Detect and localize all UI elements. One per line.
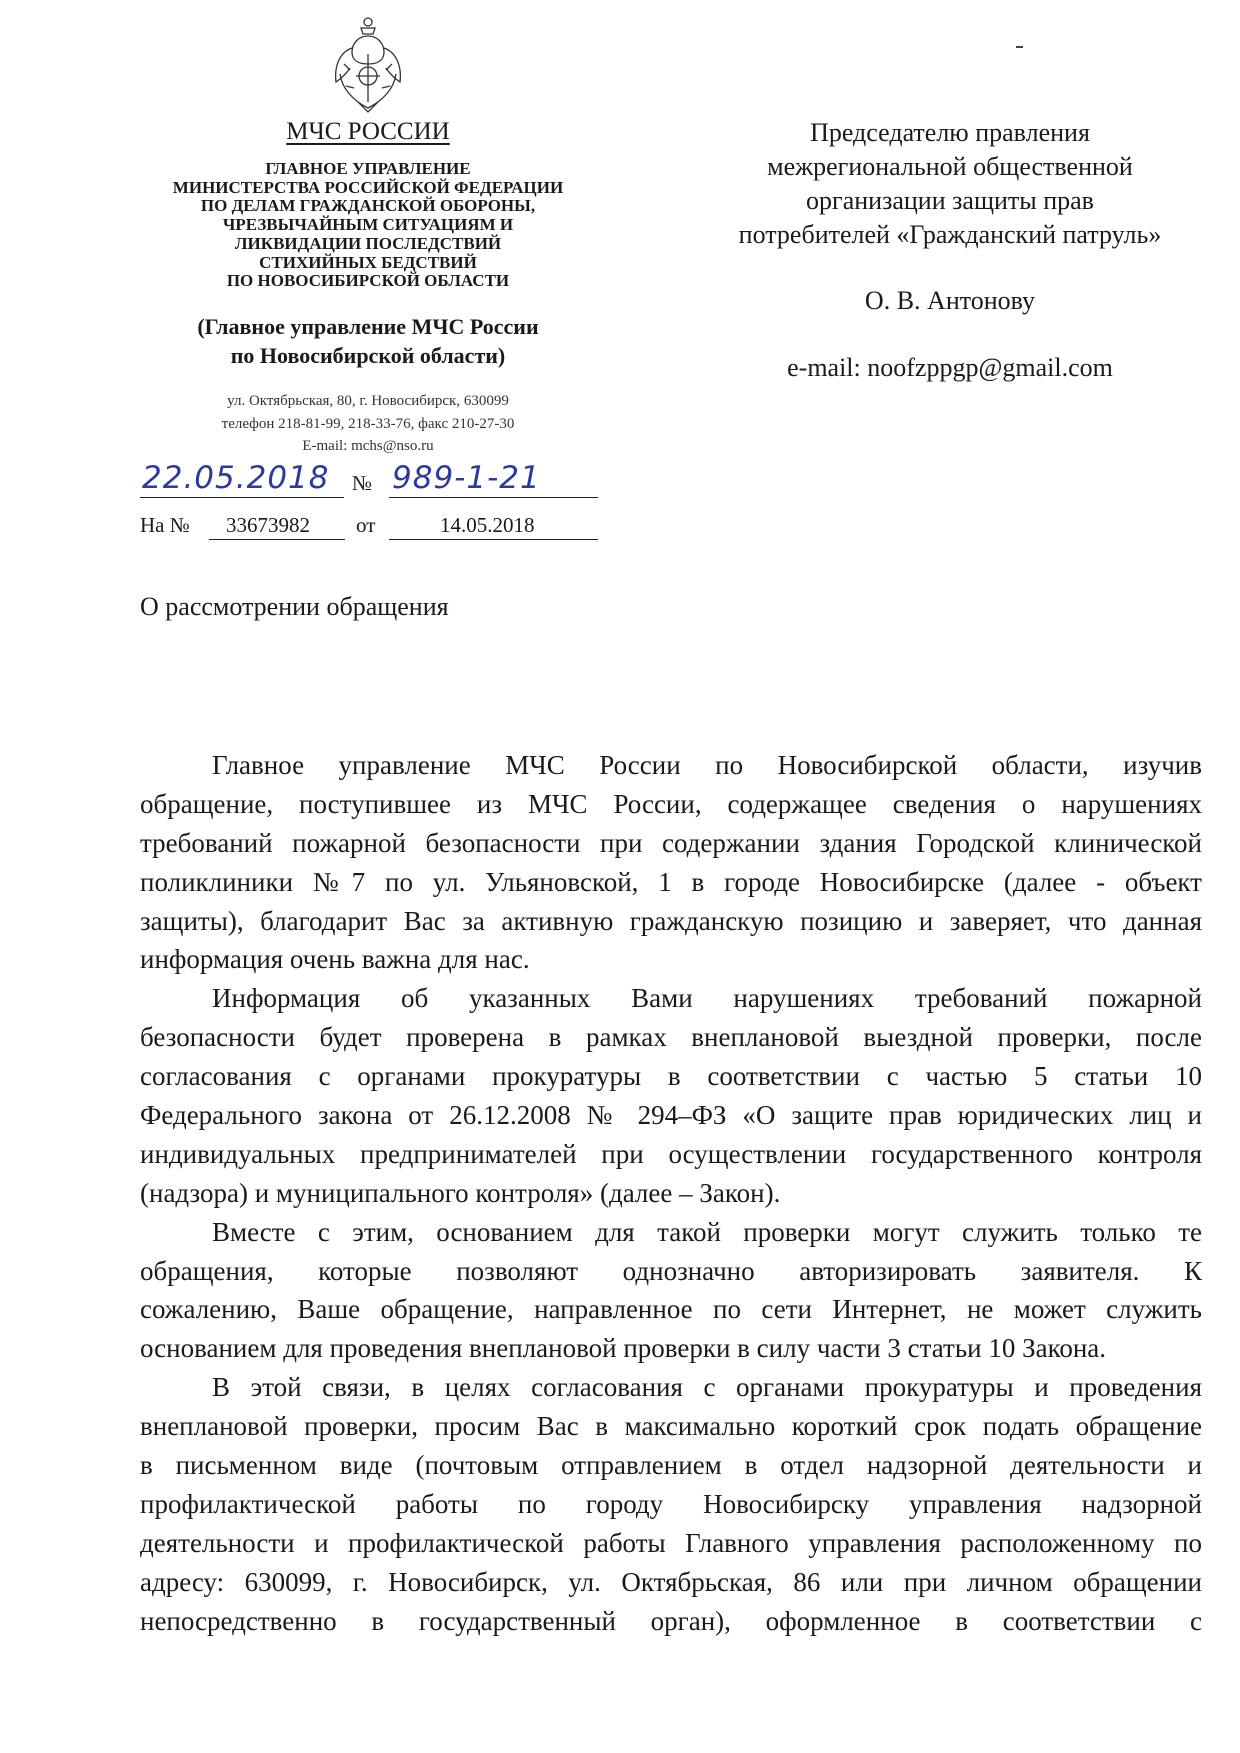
paragraph-line: обращение, поступившее из МЧС России, содержащее сведения о нарушениях: [140, 788, 1202, 819]
ref-from-label: от: [356, 513, 376, 537]
agency-full-name-line: ГЛАВНОЕ УПРАВЛЕНИЕ: [265, 159, 471, 178]
paragraph: [140, 979, 1202, 1212]
paragraph: [140, 1368, 1202, 1640]
letter-body: [140, 746, 1202, 1640]
agency-name: МЧС РОССИИ: [286, 118, 450, 145]
recipient-line: организации защиты прав: [806, 186, 1094, 215]
agency-full-name-line: ПО ДЕЛАМ ГРАЖДАНСКОЙ ОБОРОНЫ,: [200, 196, 536, 216]
ref-date-underline: [389, 539, 598, 540]
reg-date-handwritten: 22.05.2018: [142, 460, 330, 496]
recipient-title: [690, 116, 1210, 252]
emchs-emblem-icon: [328, 14, 408, 116]
agency-full-name-line: ЧРЕЗВЫЧАЙНЫМ СИТУАЦИЯМ И: [222, 215, 514, 235]
agency-short-name-line: (Главное управление МЧС России: [197, 314, 539, 339]
paragraph-line: индивидуальных предпринимателей при осуществлении государственного контроля: [140, 1138, 1202, 1169]
paragraph-line: сожалению, Ваше обращение, направленное по сети Интернет, не может служить: [140, 1294, 1202, 1325]
agency-short-name: [140, 312, 596, 370]
paragraph-line: Главное управление МЧС России по Новосибирской области, изучив: [212, 750, 1202, 780]
paragraph-line: информация очень важна для нас.: [140, 944, 530, 975]
paragraph-line: адресу: 630099, г. Новосибирск, ул. Октябрьская, 86 или при личном обращении: [140, 1566, 1202, 1597]
agency-full-name-line: МИНИСТЕРСТВА РОССИЙСКОЙ ФЕДЕРАЦИИ: [172, 177, 564, 197]
ref-label: На №: [140, 513, 190, 537]
paragraph-line: Информация об указанных Вами нарушениях требований пожарной: [212, 983, 1202, 1014]
ref-no-underline: [209, 539, 345, 540]
ref-no: 33673982: [226, 513, 310, 537]
reg-no-underline: [389, 497, 598, 498]
paragraph-line: требований пожарной безопасности при содержании здания Городской клинической: [140, 827, 1202, 858]
paragraph-line: профилактической работы по городу Новосибирску управления надзорной: [140, 1488, 1202, 1519]
reg-date-underline: [140, 497, 344, 498]
agency-short-name-line: по Новосибирской области): [230, 343, 506, 368]
paragraph-line: (надзора) и муниципального контроля» (далее – Закон).: [140, 1177, 781, 1208]
letter-subject: О рассмотрении обращения: [140, 592, 449, 621]
agency-full-name: [140, 160, 596, 291]
reg-no-handwritten: 989-1-21: [392, 460, 541, 496]
ref-date: 14.05.2018: [440, 513, 535, 537]
paragraph-line: защиты), благодарит Вас за активную гражданскую позицию и заверяет, что данная: [140, 905, 1202, 936]
paragraph-line: Федерального закона от 26.12.2008 № 294–ФЗ «О защите прав юридических лиц и: [140, 1100, 1202, 1131]
agency-address: [140, 390, 596, 458]
paragraph-line: в письменном виде (почтовым отправлением в отдел надзорной деятельности и: [140, 1450, 1202, 1481]
paragraph-line: внеплановой проверки, просим Вас в максимально короткий срок подать обращение: [140, 1411, 1202, 1442]
paragraph-line: В этой связи, в целях согласования с органами прокуратуры и проведения: [212, 1372, 1202, 1403]
paragraph-line: Вместе с этим, основанием для такой проверки могут служить только те: [212, 1216, 1202, 1247]
paragraph-line: обращения, которые позволяют однозначно авторизировать заявителя. К: [140, 1255, 1202, 1286]
recipient-line: потребителей «Гражданский патруль»: [738, 220, 1162, 249]
agency-full-name-line: ЛИКВИДАЦИИ ПОСЛЕДСТВИЙ: [234, 233, 502, 253]
recipient-line: Председателю правления: [810, 118, 1090, 147]
paragraph-line: непосредственно в государственный орган), оформленное в соответствии с: [140, 1605, 1202, 1636]
recipient-email: e-mail: noofzppgp@gmail.com: [787, 353, 1113, 382]
registration-row: [140, 458, 598, 498]
agency-full-name-line: СТИХИЙНЫХ БЕДСТВИЙ: [259, 252, 477, 272]
reg-no-label: №: [352, 471, 373, 495]
reference-row: [140, 506, 598, 542]
paragraph: [140, 746, 1202, 979]
address-line: E-mail: mchs@nso.ru: [302, 438, 434, 454]
agency-full-name-line: ПО НОВОСИБИРСКОЙ ОБЛАСТИ: [226, 271, 510, 291]
scan-mark: [1016, 46, 1023, 48]
recipient-line: межрегиональной общественной: [767, 152, 1133, 181]
paragraph-line: основанием для проведения внеплановой проверки в силу части 3 статьи 10 Закона.: [140, 1333, 1107, 1364]
recipient-name: О. В. Антонову: [864, 286, 1036, 315]
address-line: ул. Октябрьская, 80, г. Новосибирск, 630099: [227, 393, 509, 409]
paragraph-line: безопасности будет проверена в рамках внеплановой выездной проверки, после: [140, 1022, 1202, 1053]
paragraph: [140, 1213, 1202, 1369]
paragraph-line: согласования с органами прокуратуры в соответствии с частью 5 статьи 10: [140, 1061, 1202, 1092]
address-line: телефон 218-81-99, 218-33-76, факс 210-27-30: [221, 415, 515, 432]
paragraph-line: деятельности и профилактической работы Главного управления расположенному по: [140, 1527, 1202, 1558]
paragraph-line: поликлиники №7 по ул. Ульяновской, 1 в городе Новосибирске (далее - объект: [140, 866, 1202, 897]
